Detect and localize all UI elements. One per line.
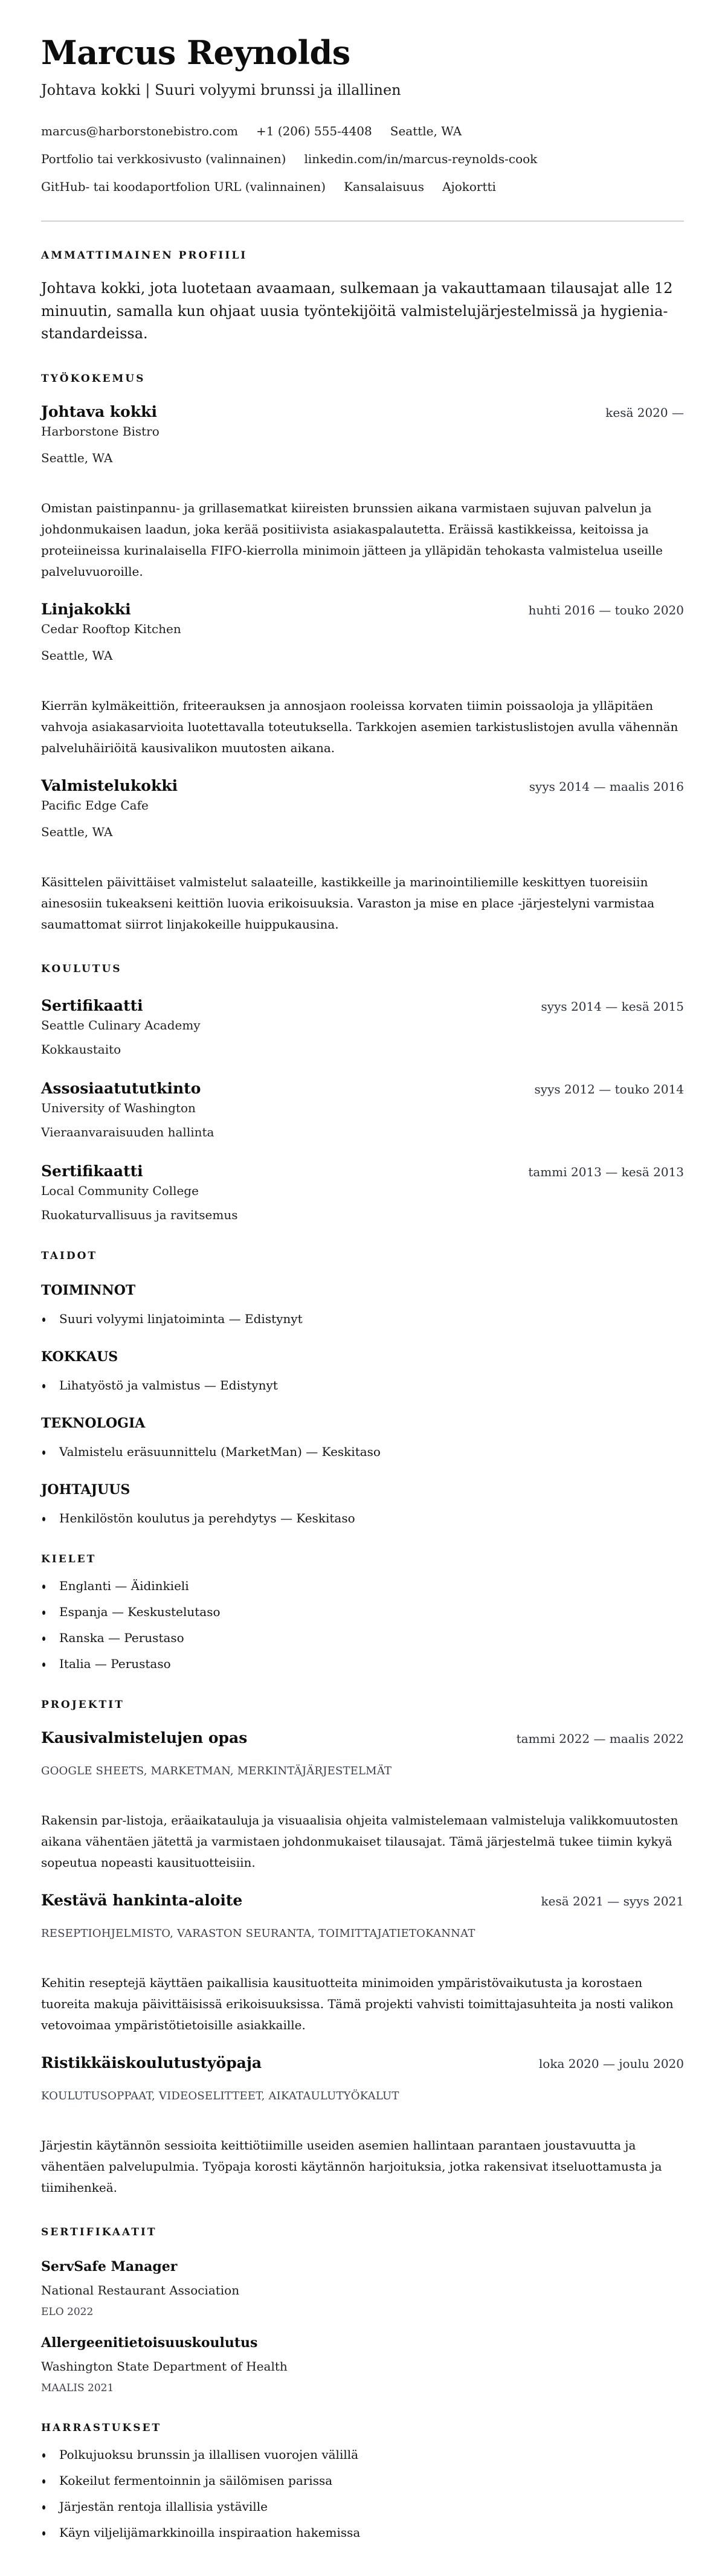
job-title: Linjakokki: [41, 600, 131, 618]
project-tech: KOULUTUSOPPAAT, VIDEOSELITTEET, AIKATAULUTYÖKALUT: [41, 2089, 399, 2102]
section-title-languages: KIELET: [41, 1553, 97, 1565]
degree-title: Sertifikaatti: [41, 1162, 143, 1180]
contact-drivers-license: Ajokortti: [442, 179, 496, 195]
contact-row-extra: [41, 179, 684, 194]
project-dates: kesä 2021 — syys 2021: [541, 1893, 684, 1908]
education-entry: [41, 1162, 684, 1222]
contact-email[interactable]: marcus@harborstonebistro.com: [41, 124, 238, 139]
job-dates: kesä 2020 —: [605, 405, 684, 420]
certification-date: MAALIS 2021: [41, 2381, 114, 2394]
skill-item: Valmistelu eräsuunnittelu (MarketMan) — Keskitaso: [41, 1444, 684, 1459]
skill-list: [41, 1312, 684, 1326]
degree-title: Assosiaatututkinto: [41, 1079, 201, 1097]
education-dates: syys 2012 — touko 2014: [534, 1081, 684, 1096]
skill-list: [41, 1511, 684, 1525]
candidate-headline: Johtava kokki | Suuri volyymi brunssi ja illallinen: [41, 82, 401, 99]
contact-citizenship: Kansalaisuus: [344, 179, 425, 195]
certification-entry: [41, 2335, 684, 2394]
certification-date: ELO 2022: [41, 2305, 94, 2318]
skill-list: [41, 1378, 684, 1393]
hobbies-section: [41, 2422, 684, 2540]
contact-linkedin[interactable]: linkedin.com/in/marcus-reynolds-cook: [304, 152, 538, 167]
section-title-projects: PROJEKTIT: [41, 1698, 124, 1711]
skill-item: Suuri volyymi linjatoiminta — Edistynyt: [41, 1312, 684, 1326]
job-description: Käsittelen päivittäiset valmistelut salaateille, kastikkeille ja marinointiliemille keskittyen tuoreisiin ainesosiin tukeakseni keittiön luovia erikoisuuksia. Varaston ja mise en place -järjestelyni varmistaa saumattomat siirrot linjakokeille huippukausina.: [41, 874, 655, 932]
job-company: Pacific Edge Cafe: [41, 797, 149, 813]
field-of-study: Ruokaturvallisuus ja ravitsemus: [41, 1207, 238, 1222]
project-name: Ristikkäiskoulutustyöpaja: [41, 2053, 262, 2072]
experience-entry: [41, 777, 684, 935]
project-entry: [41, 2054, 684, 2198]
hobby-list: [41, 2447, 684, 2540]
job-dates: huhti 2016 — touko 2020: [528, 602, 684, 617]
candidate-name: Marcus Reynolds: [41, 33, 350, 72]
profile-section: [41, 250, 684, 345]
skill-list: [41, 1444, 684, 1459]
certification-issuer: National Restaurant Association: [41, 2282, 240, 2297]
education-dates: tammi 2013 — kesä 2013: [528, 1164, 684, 1179]
project-description: Järjestin käytännön sessioita keittiötiimille useiden asemien hallintaan parantaen joustavuutta ja vähentäen palvelupulmia. Työpaja korosti käytännön harjoituksia, jotka rakensivat itseluottamusta ja tiimihenkeä.: [41, 2137, 662, 2195]
language-item: Englanti — Äidinkieli: [41, 1579, 684, 1593]
school-name: Seattle Culinary Academy: [41, 1017, 201, 1032]
project-tech: GOOGLE SHEETS, MARKETMAN, MERKINTÄJÄRJESTELMÄT: [41, 1764, 392, 1777]
project-description: Rakensin par-listoja, eräaikatauluja ja visuaalisia ohjeita valmistelemaan valmisteluja valikkomuutosten aikana vähentäen jätettä ja varmistaen johdonmukaiset tilausajat. Tämä järjestelmä tukee tiimin kykyä sopeutua nopeasti kausituotteisiin.: [41, 1812, 678, 1870]
section-title-hobbies: HARRASTUKSET: [41, 2421, 162, 2434]
skill-category-leadership: JOHTAJUUS: [41, 1481, 130, 1498]
project-name: Kestävä hankinta-aloite: [41, 1891, 243, 1909]
skill-item: Henkilöstön koulutus ja perehdytys — Keskitaso: [41, 1511, 684, 1525]
section-title-education: KOULUTUS: [41, 962, 122, 975]
resume-header: [41, 35, 684, 194]
education-section: [41, 963, 684, 1222]
projects-section: [41, 1699, 684, 2198]
skill-category-cooking: KOKKAUS: [41, 1348, 118, 1365]
contact-github[interactable]: GitHub- tai koodaportfolion URL (valinnainen): [41, 179, 326, 195]
job-company: Harborstone Bistro: [41, 423, 160, 439]
language-item: Italia — Perustaso: [41, 1657, 684, 1671]
project-dates: tammi 2022 — maalis 2022: [516, 1731, 684, 1746]
skill-category-technology: TEKNOLOGIA: [41, 1415, 146, 1431]
section-title-certifications: SERTIFIKAATIT: [41, 2226, 157, 2238]
section-title-experience: TYÖKOKEMUS: [41, 372, 146, 385]
skills-section: [41, 1250, 684, 1525]
job-title: Johtava kokki: [41, 402, 157, 420]
education-entry: [41, 997, 684, 1057]
hobby-item: Kokeilut fermentoinnin ja säilömisen parissa: [41, 2473, 684, 2488]
language-list: [41, 1579, 684, 1671]
experience-section: [41, 373, 684, 935]
project-tech: RESEPTIOHJELMISTO, VARASTON SEURANTA, TOIMITTAJATIETOKANNAT: [41, 1927, 475, 1940]
certification-name: Allergeenitietoisuuskoulutus: [41, 2334, 258, 2351]
job-location: Seattle, WA: [41, 450, 113, 465]
skill-item: Lihatyöstö ja valmistus — Edistynyt: [41, 1378, 684, 1393]
education-dates: syys 2014 — kesä 2015: [541, 999, 684, 1014]
experience-entry: [41, 403, 684, 582]
profile-summary: Johtava kokki, jota luotetaan avaamaan, sulkemaan ja vakauttamaan tilausajat alle 12 minuutin, samalla kun ohjaat uusia työntekijöitä valmistelujärjestelmissä ja hygienia-standardeissa.: [41, 280, 673, 342]
languages-section: [41, 1553, 684, 1671]
hobby-item: Polkujuoksu brunssin ja illallisen vuorojen välillä: [41, 2447, 684, 2462]
project-dates: loka 2020 — joulu 2020: [538, 2056, 684, 2071]
contact-row-primary: [41, 124, 684, 138]
hobby-item: Järjestän rentoja illallisia ystäville: [41, 2499, 684, 2514]
contact-row-links: [41, 152, 684, 166]
school-name: Local Community College: [41, 1183, 199, 1198]
school-name: University of Washington: [41, 1100, 196, 1115]
certification-entry: [41, 2259, 684, 2318]
job-dates: syys 2014 — maalis 2016: [529, 779, 684, 794]
job-description: Omistan paistinpannu- ja grillasematkat kiireisten brunssien aikana varmistaen sujuvan palvelun ja johdonmukaisen laadun, joka kerää positiivista asiakaspalautetta. Eräissä kastikkeissa, keitoissa ja proteiineissa kurinalaisella FIFO-kierrolla minimoin jätteen ja ylläpidän tehokasta valmistelua useille palveluvuoroille.: [41, 500, 663, 579]
project-entry: [41, 1729, 684, 1873]
job-location: Seattle, WA: [41, 824, 113, 839]
degree-title: Sertifikaatti: [41, 996, 143, 1014]
certifications-section: [41, 2226, 684, 2394]
project-description: Kehitin reseptejä käyttäen paikallisia kausituotteita minimoiden ympäristövaikutusta ja korostaen tuoreita makuja päivittäisissä erikoisuuksissa. Tämä projekti vahvisti toimittajasuhteita ja nosti valikon vetovoimaa ympäristötietoisille asiakkaille.: [41, 1975, 674, 2032]
language-item: Ranska — Perustaso: [41, 1631, 684, 1645]
certification-issuer: Washington State Department of Health: [41, 2359, 288, 2374]
certification-name: ServSafe Manager: [41, 2258, 178, 2275]
section-title-profile: AMMATTIMAINEN PROFIILI: [41, 250, 248, 262]
project-name: Kausivalmistelujen opas: [41, 1728, 248, 1747]
project-entry: [41, 1892, 684, 2036]
job-title: Valmistelukokki: [41, 776, 178, 794]
job-description: Kierrän kylmäkeittiön, friteerauksen ja annosjaon rooleissa korvaten tiimin poissaoloja ja ylläpitäen vahvoja asiakasarvioita luotettavalla toteutuksella. Tarkkojen asemien tarkistuslistojen avulla vähennän palveluhäiriöitä kausivalikon muutosten aikana.: [41, 698, 678, 755]
contact-phone[interactable]: +1 (206) 555-4408: [256, 124, 372, 139]
language-item: Espanja — Keskustelutaso: [41, 1605, 684, 1619]
contact-portfolio[interactable]: Portfolio tai verkkosivusto (valinnainen): [41, 152, 286, 167]
field-of-study: Kokkaustaito: [41, 1042, 121, 1057]
contact-location: Seattle, WA: [390, 124, 462, 139]
field-of-study: Vieraanvaraisuuden hallinta: [41, 1124, 214, 1139]
header-divider: [41, 221, 684, 222]
job-company: Cedar Rooftop Kitchen: [41, 621, 181, 636]
experience-entry: [41, 601, 684, 759]
skill-category-operations: TOIMINNOT: [41, 1282, 136, 1298]
education-entry: [41, 1080, 684, 1139]
hobby-item: Käyn viljelijämarkkinoilla inspiraation hakemissa: [41, 2525, 684, 2540]
job-location: Seattle, WA: [41, 648, 113, 663]
section-title-skills: TAIDOT: [41, 1249, 98, 1262]
